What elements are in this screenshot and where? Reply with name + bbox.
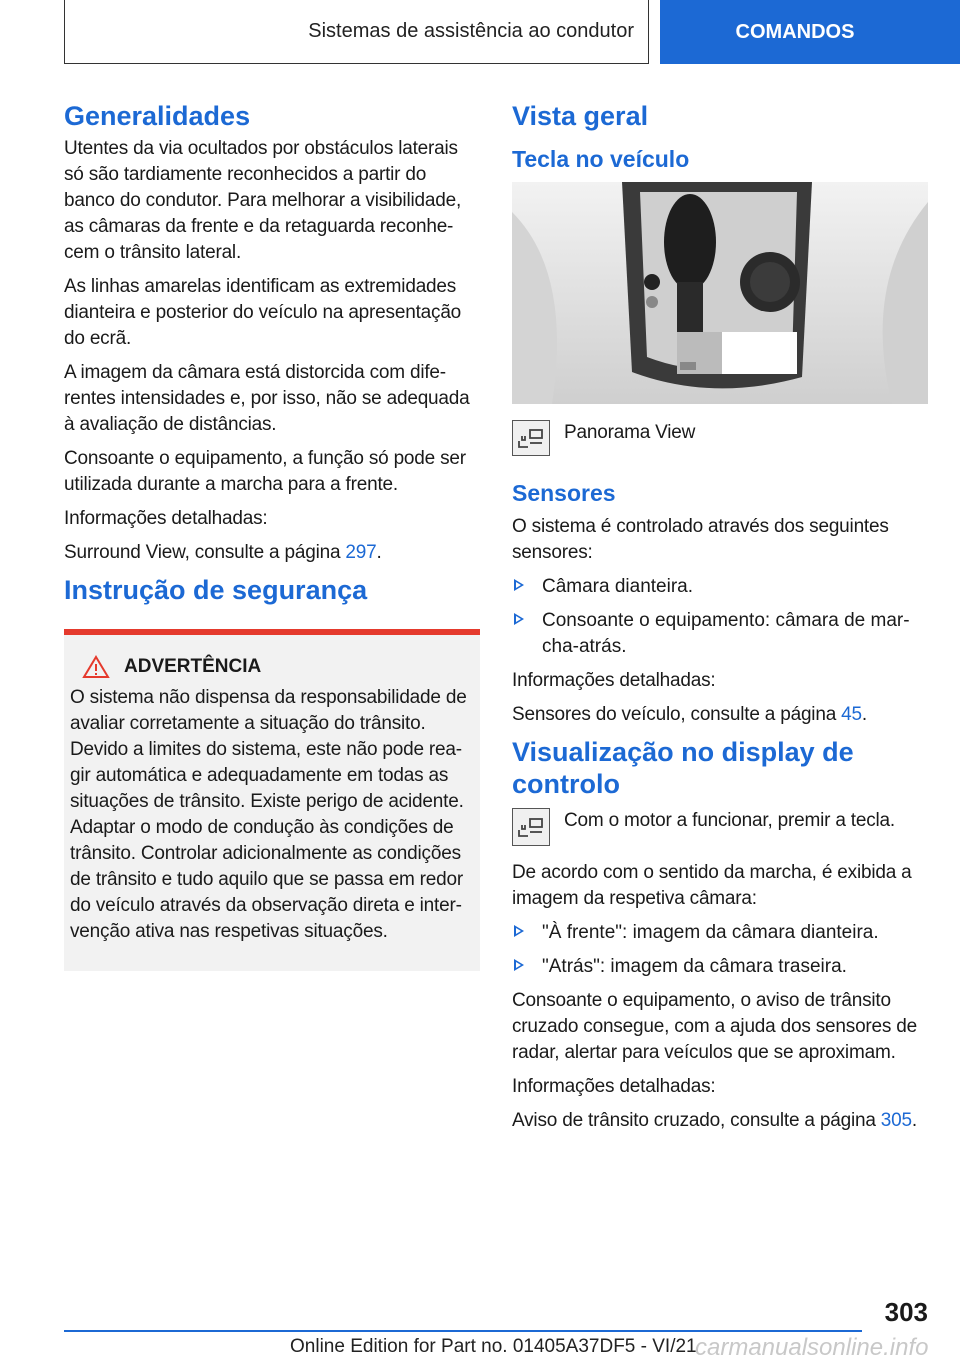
header-section-box	[64, 0, 649, 64]
heading-vista-geral: Vista geral	[512, 101, 649, 131]
heading-visualizacao: Visualização no display de controlo	[512, 736, 854, 799]
paragraph: O sistema é controlado através dos seguintes sensores:	[512, 515, 889, 563]
warning-triangle-icon	[82, 655, 110, 679]
warning-heading	[70, 655, 474, 679]
list-item: "Atrás": imagem da câmara traseira.	[512, 954, 928, 980]
heading-seguranca: Instrução de segurança	[64, 575, 368, 606]
heading-generalidades: Generalidades	[64, 101, 251, 131]
bullet-triangle-icon	[514, 579, 524, 591]
watermark: carmanualsonline.info	[695, 1334, 929, 1361]
heading-tecla: Tecla no veículo	[512, 146, 690, 173]
page-link-305[interactable]: 305	[880, 1110, 912, 1132]
bullet-triangle-icon	[514, 613, 524, 625]
footer-divider	[64, 1330, 862, 1332]
camera-views-list	[512, 920, 928, 980]
page-link-297[interactable]: 297	[345, 542, 377, 564]
header-chapter-tab	[660, 0, 960, 64]
list-item: Consoante o equipamento: câmara de mar-cha-atrás.	[512, 608, 928, 660]
header-chapter-title: COMANDOS	[735, 20, 855, 43]
paragraph: Informações detalhadas:	[512, 1076, 716, 1098]
display-control-row	[512, 808, 928, 846]
paragraph: Com o motor a funcionar, premir a tecla.	[564, 810, 895, 832]
panorama-view-row	[512, 420, 928, 456]
page-number: 303	[884, 1297, 928, 1327]
panorama-label: Panorama View	[564, 421, 696, 443]
left-column	[64, 100, 480, 971]
bullet-triangle-icon	[514, 959, 524, 971]
camera-button-icon	[512, 808, 550, 846]
sensors-list	[512, 574, 928, 660]
list-item: Câmara dianteira.	[512, 574, 928, 600]
paragraph: De acordo com o sentido da marcha, é exibida a imagem da respetiva câmara:	[512, 862, 912, 910]
warning-title: ADVERTÊNCIA	[124, 655, 262, 677]
list-item: "À frente": imagem da câmara dianteira.	[512, 920, 928, 946]
paragraph-reference: Aviso de trânsito cruzado, consulte a página 305.	[512, 1110, 917, 1132]
paragraph: Informações detalhadas:	[512, 669, 716, 691]
paragraph-reference: Surround View, consulte a página 297.	[64, 542, 382, 564]
paragraph: Utentes da via ocultados por obstáculos laterais só são tardiamente reconhecidos a partir do banco do condutor. Para melhorar a visibilidade, as câmaras da frente e da retaguarda reconhe-cem o trânsito lateral.	[64, 138, 462, 264]
paragraph: A imagem da câmara está distorcida com dife-rentes intensidades e, por isso, não se adequada à avaliação de distâncias.	[64, 362, 470, 436]
header-section-title: Sistemas de assistência ao condutor	[308, 20, 634, 42]
bullet-triangle-icon	[514, 925, 524, 937]
paragraph-reference: Sensores do veículo, consulte a página 45.	[512, 703, 867, 725]
vehicle-console-photo	[512, 182, 928, 404]
paragraph: Informações detalhadas:	[64, 508, 268, 530]
page-link-45[interactable]: 45	[841, 703, 862, 725]
warning-text: O sistema não dispensa da responsabilidade de avaliar corretamente a situação do trânsito. Devido a limites do sistema, este não pode rea-gir automática e adequadamente em todas as situações de trânsito. Existe perigo de acidente. Adaptar o modo de condução às condições de trânsito. Controlar adicionalmente as condições de trânsito e tudo aquilo que se passa em redor do veículo através da observação direta e inter-venção ativa nas respetivas situações.	[70, 686, 467, 942]
paragraph: As linhas amarelas identificam as extremidades dianteira e posterior do veículo na apresentação do ecrã.	[64, 276, 462, 350]
heading-sensores: Sensores	[512, 479, 616, 506]
console-illustration	[512, 182, 928, 404]
paragraph: Consoante o equipamento, o aviso de trânsito cruzado consegue, com a ajuda dos sensores de radar, alertar para veículos que se aproximam.	[512, 990, 918, 1064]
right-column	[512, 100, 928, 1142]
paragraph: Consoante o equipamento, a função só pode ser utilizada durante a marcha para a frente.	[64, 448, 466, 496]
warning-box	[64, 635, 480, 971]
camera-button-icon	[512, 420, 550, 456]
footer-edition: Online Edition for Part no. 01405A37DF5 - VI/21	[290, 1336, 697, 1357]
